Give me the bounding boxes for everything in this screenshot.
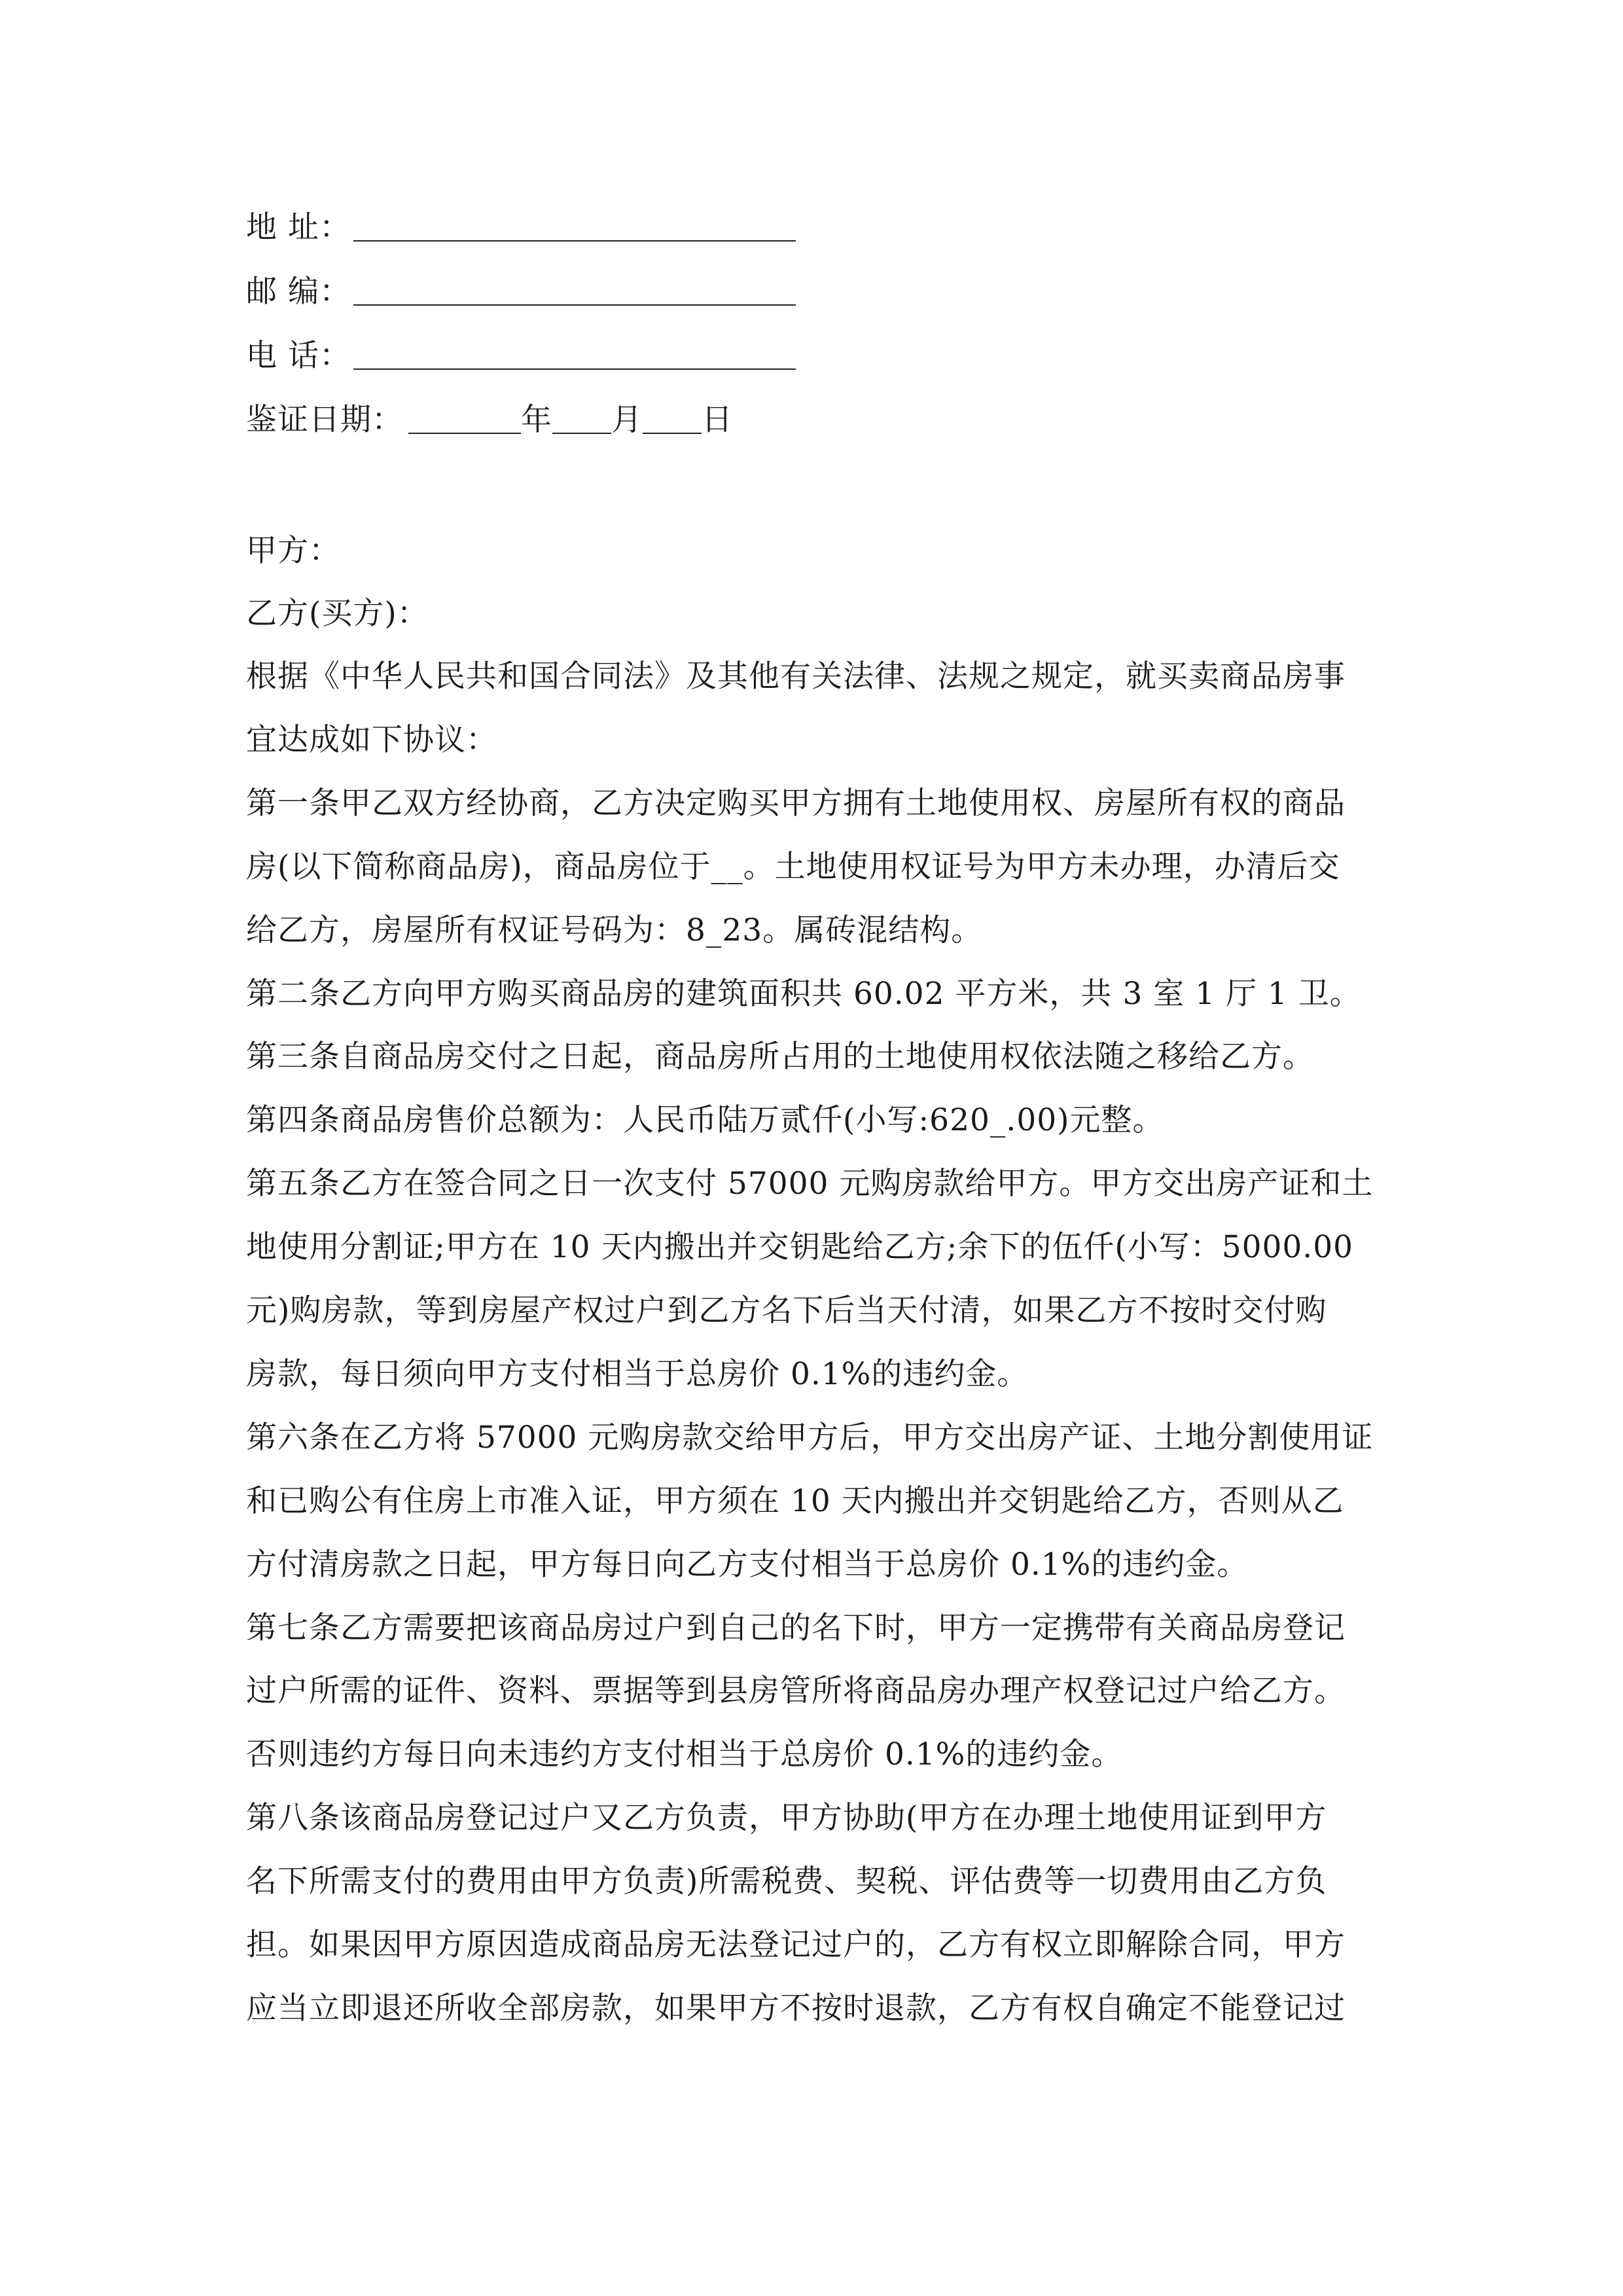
contract-line: 元)购房款，等到房屋产权过户到乙方名下后当天付清，如果乙方不按时交付购	[246, 1293, 1327, 1329]
contract-line: 第五条乙方在签合同之日一次支付 57000 元购房款给甲方。甲方交出房产证和土	[246, 1166, 1374, 1202]
contract-line: 根据《中华人民共和国合同法》及其他有关法律、法规之规定，就买卖商品房事	[246, 658, 1346, 694]
party-b-line: 乙方(买方)：	[246, 596, 429, 632]
contract-line: 第八条该商品房登记过户又乙方负责，甲方协助(甲方在办理土地使用证到甲方	[246, 1800, 1327, 1836]
party-a-line: 甲方：	[246, 533, 340, 569]
day-label: 日	[702, 402, 733, 438]
phone-blank[interactable]	[353, 337, 796, 370]
contract-line: 第二条乙方向甲方购买商品房的建筑面积共 60.02 平方米，共 3 室 1 厅 1 卫。	[246, 976, 1361, 1012]
address-field	[246, 208, 796, 247]
contract-line: 第六条在乙方将 57000 元购房款交给甲方后，甲方交出房产证、土地分割使用证	[246, 1420, 1374, 1456]
day-blank[interactable]	[643, 401, 702, 434]
contract-line: 否则违约方每日向未违约方支付相当于总房价 0.1%的违约金。	[246, 1736, 1123, 1772]
contract-line: 应当立即退还所收全部房款，如果甲方不按时退款，乙方有权自确定不能登记过	[246, 1990, 1346, 2026]
contract-line: 过户所需的证件、资料、票据等到县房管所将商品房办理产权登记过户给乙方。	[246, 1673, 1346, 1709]
contract-line: 房款，每日须向甲方支付相当于总房价 0.1%的违约金。	[246, 1356, 1029, 1392]
contract-line: 和已购公有住房上市准入证，甲方须在 10 天内搬出并交钥匙给乙方，否则从乙	[246, 1483, 1344, 1519]
phone-label: 电 话：	[246, 338, 351, 374]
contract-line: 第三条自商品房交付之日起，商品房所占用的土地使用权依法随之移给乙方。	[246, 1039, 1314, 1075]
month-blank[interactable]	[552, 401, 611, 434]
contract-line: 第一条甲乙双方经协商，乙方决定购买甲方拥有土地使用权、房屋所有权的商品	[246, 785, 1346, 821]
year-label: 年	[521, 402, 552, 438]
contract-line: 房(以下简称商品房)，商品房位于__。土地使用权证号为甲方未办理，办清后交	[246, 849, 1340, 885]
postcode-blank[interactable]	[353, 273, 796, 306]
contract-line: 地使用分割证;甲方在 10 天内搬出并交钥匙给乙方;余下的伍仟(小写：5000.00	[246, 1229, 1354, 1265]
contract-line: 给乙方，房屋所有权证号码为：8_23。属砖混结构。	[246, 912, 983, 948]
contract-line: 名下所需支付的费用由甲方负责)所需税费、契税、评估费等一切费用由乙方负	[246, 1863, 1327, 1899]
address-blank[interactable]	[353, 209, 796, 242]
address-label: 地 址：	[246, 209, 351, 245]
contract-line: 方付清房款之日起，甲方每日向乙方支付相当于总房价 0.1%的违约金。	[246, 1547, 1249, 1583]
date-field	[246, 401, 733, 440]
date-label: 鉴证日期：	[246, 402, 403, 438]
contract-line: 第七条乙方需要把该商品房过户到自己的名下时，甲方一定携带有关商品房登记	[246, 1610, 1346, 1646]
postcode-field	[246, 272, 796, 312]
contract-line: 第四条商品房售价总额为：人民币陆万贰仟(小写:620_.00)元整。	[246, 1102, 1164, 1138]
month-label: 月	[611, 402, 643, 438]
postcode-label: 邮 编：	[246, 274, 351, 310]
contract-line: 宜达成如下协议：	[246, 722, 497, 758]
phone-field	[246, 336, 796, 376]
contract-line: 担。如果因甲方原因造成商品房无法登记过户的，乙方有权立即解除合同，甲方	[246, 1927, 1346, 1963]
year-blank[interactable]	[408, 401, 521, 434]
